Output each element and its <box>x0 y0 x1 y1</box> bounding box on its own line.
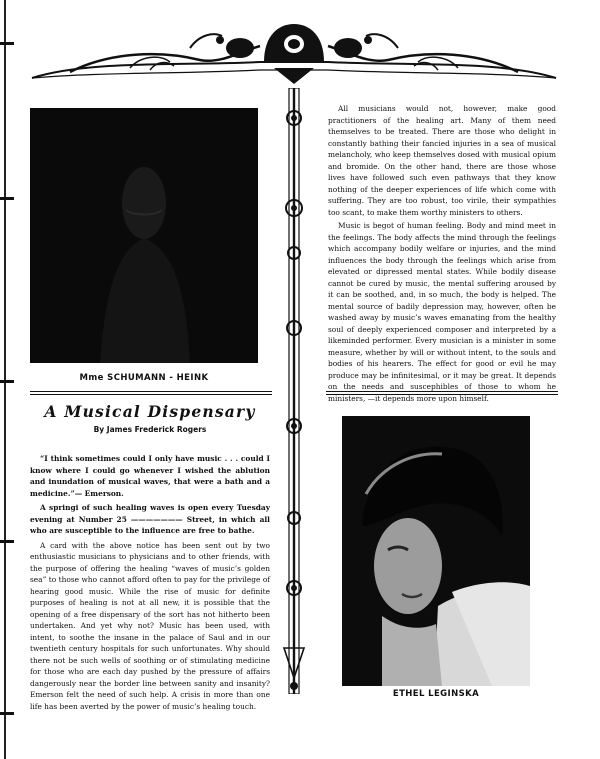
section-rule <box>30 391 272 392</box>
ornamental-header-icon <box>30 22 558 90</box>
section-rule <box>30 394 272 395</box>
dispensary-announcement: A springi of such healing waves is open every Tuesday evening at Number 25 ——————— Street, in which all who are susceptible to the influence are free to bathe. <box>30 503 270 535</box>
article-paragraph: All musicians would not, however, make good practitioners of the healing art. Many of them need themselves to be treated. There are those who delight in constantly bathing their fancied injuries in a sea of musical melancholy, who keep themselves dosed with musical opium and bromide. On the other hand, there are those whose lives have followed such even pathways that they know nothing of the deeper experiences of life which come with suffering. They are too robust, too virile, their sympathies too scant, to make them worthy ministers to others. <box>328 104 556 217</box>
article-title: A Musical Dispensary <box>44 402 256 421</box>
section-rule <box>326 394 558 395</box>
binding-mark <box>0 712 14 715</box>
ethel-leginska-caption: ETHEL LEGINSKA <box>392 689 480 699</box>
binding-mark <box>0 197 14 200</box>
schumann-heink-caption: Mme SCHUMANN - HEINK <box>79 373 209 383</box>
ethel-leginska-photo <box>342 416 530 686</box>
article-paragraph: Music is begot of human feeling. Body and mind meet in the feelings. The body affects the mind through the feelings which accompany bodily welfare or injuries, and the mind influences the body through the feelings which arise from elevated or dipressed mental states. While bodily disease cannot be cured by music, the mental suffering aroused by it can be soothed, and, in so much, the body is helped. The mental source of badily depression may, however, often be washed away by music’s waves emanating from the healthy soul of deeply experienced composer and interpreted by a likeminded performer. Every musician is a minister in some measure, whether by will or without intent, to the souls and bodies of his hearers. The effect for good or evil he may produce may be infinitesimal, or it may be great. It depends on the needs and suscephibles of those to whom he ministers, —it depends more upon himself. <box>328 221 556 403</box>
binding-mark <box>0 42 14 45</box>
article-paragraph: A card with the above notice has been sent out by two enthusiastic musicians to physicians and to other friends, with the purpose of offering the healing “waves of music’s golden sea” to those who cannot afford often to pay for the privilege of hearing good music. While the rise of music for definite purposes of healing is not at all new, it is possible that the opening of a free dispensary of the sort has not hitherto been undertaken. And yet why not? Music has been used, with intent, to soothe the insane in the palace of Saul and in our twentieth century hospitals for such unfortunates. Why should there not be such wells of soothing or of stimulating medicine for those who are each day pushed by the pressure of affairs dangerously near the border line between sanity and insanity? Emerson felt the need of such help. A crisis in more than one life has been averted by the power of music’s healing touch. <box>30 540 270 711</box>
ornamental-divider-icon <box>276 88 312 694</box>
binding-mark <box>0 380 14 383</box>
article-byline: By James Frederick Rogers <box>93 425 207 434</box>
schumann-heink-photo <box>30 108 258 363</box>
left-column-text <box>30 453 270 712</box>
section-rule <box>326 391 558 392</box>
right-column-text <box>328 103 556 404</box>
binding-mark <box>0 540 14 543</box>
emerson-quote: “I think sometimes could I only have music . . . could I know where I could go whenever I wished the ablution and inundation of musical waves, that were a bath and a medicine.”— Emerson. <box>30 454 270 498</box>
